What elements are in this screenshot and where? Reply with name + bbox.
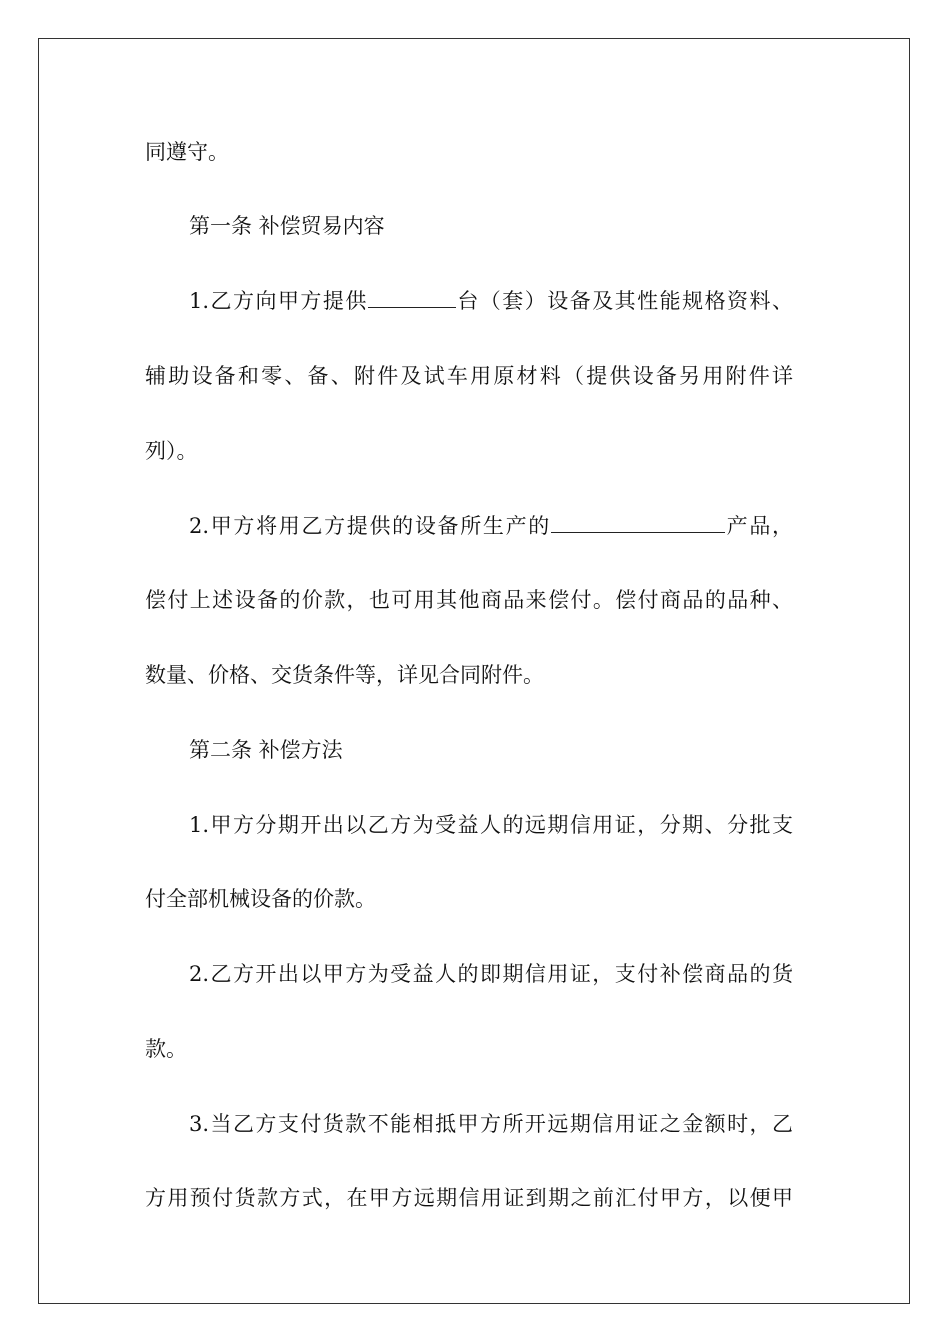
text-segment: 2.甲方将用乙方提供的设备所生产的 <box>189 514 551 538</box>
text-line: 辅助设备和零、备、附件及试车用原材料（提供设备另用附件详 <box>145 364 793 388</box>
text-line: 付全部机械设备的价款。 <box>145 887 376 911</box>
text-segment: 1.乙方向甲方提供 <box>189 289 368 313</box>
text-line: 3.当乙方支付货款不能相抵甲方所开远期信用证之金额时，乙 <box>189 1112 793 1136</box>
text-segment: 台（套）设备及其性能规格资料、 <box>455 289 794 313</box>
fill-in-blank <box>551 514 725 533</box>
text-line: 款。 <box>145 1037 187 1061</box>
fill-in-blank <box>368 289 456 308</box>
text-segment: 产品， <box>724 514 793 538</box>
text-line-with-blank <box>189 288 793 314</box>
text-line: 偿付上述设备的价款，也可用其他商品来偿付。偿付商品的品种、 <box>145 588 793 612</box>
text-line: 2.乙方开出以甲方为受益人的即期信用证，支付补偿商品的货 <box>189 962 793 986</box>
text-line: 方用预付货款方式，在甲方远期信用证到期之前汇付甲方，以便甲 <box>145 1186 793 1210</box>
text-line: 列）。 <box>145 439 198 463</box>
text-line: 数量、价格、交货条件等，详见合同附件。 <box>145 663 544 687</box>
text-line: 同遵守。 <box>145 140 229 164</box>
text-line-with-blank <box>189 513 793 539</box>
text-line: 1.甲方分期开出以乙方为受益人的远期信用证，分期、分批支 <box>189 813 793 837</box>
article-1-heading: 第一条 补偿贸易内容 <box>189 214 385 238</box>
article-2-heading: 第二条 补偿方法 <box>189 738 343 762</box>
